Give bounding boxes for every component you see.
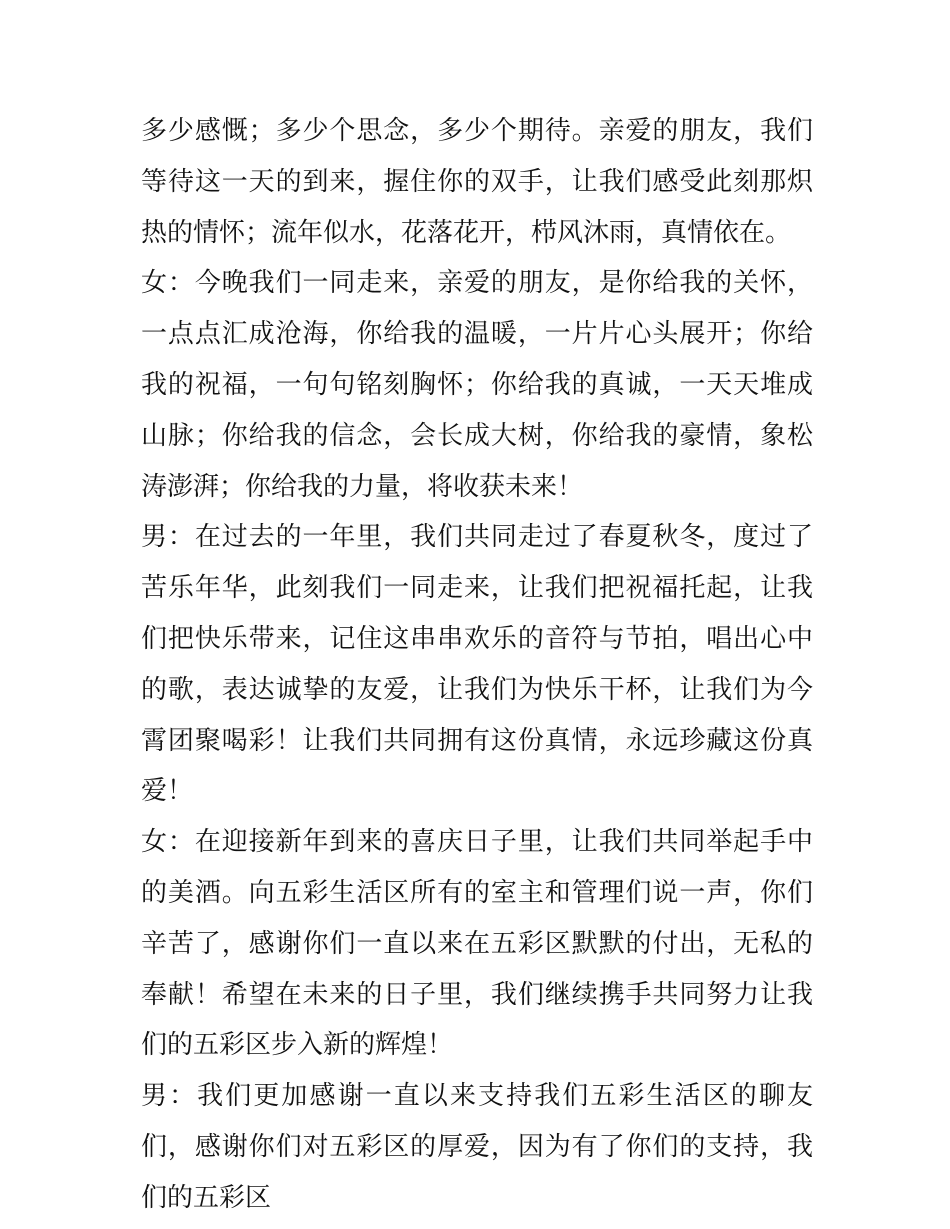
paragraph-intro: 多少感慨；多少个思念，多少个期待。亲爱的朋友，我们等待这一天的到来，握住你的双手，让我们感受此刻那炽热的情怀；流年似水，花落花开，栉风沐雨，真情依在。 [141,116,813,248]
paragraph-male-1: 男：在过去的一年里，我们共同走过了春夏秋冬，度过了苦乐年华，此刻我们一同走来，让我们把祝福托起，让我们把快乐带来，记住这串串欢乐的音符与节拍，唱出心中的歌，表达诚挚的友爱，让我们为快乐干杯，让我们为今霄团聚喝彩！让我们共同拥有这份真情，永远珍藏这份真爱！ [141,522,813,807]
paragraph-female-2: 女：在迎接新年到来的喜庆日子里，让我们共同举起手中的美酒。向五彩生活区所有的室主和管理们说一声，你们辛苦了，感谢你们一直以来在五彩区默默的付出，无私的奉献！希望在未来的日子里，我们继续携手共同努力让我们的五彩区步入新的辉煌！ [141,827,813,1061]
paragraph-female-1: 女：今晚我们一同走来，亲爱的朋友，是你给我的关怀，一点点汇成沧海，你给我的温暖，一片片心头展开；你给我的祝福，一句句铭刻胸怀；你给我的真诚，一天天堆成山脉；你给我的信念，会长成大树，你给我的豪情，象松涛澎湃；你给我的力量，将收获未来！ [141,268,813,502]
paragraph-male-2: 男：我们更加感谢一直以来支持我们五彩生活区的聊友们，感谢你们对五彩区的厚爱，因为有了你们的支持，我们的五彩区 [141,1081,813,1213]
document-body [141,106,813,1224]
